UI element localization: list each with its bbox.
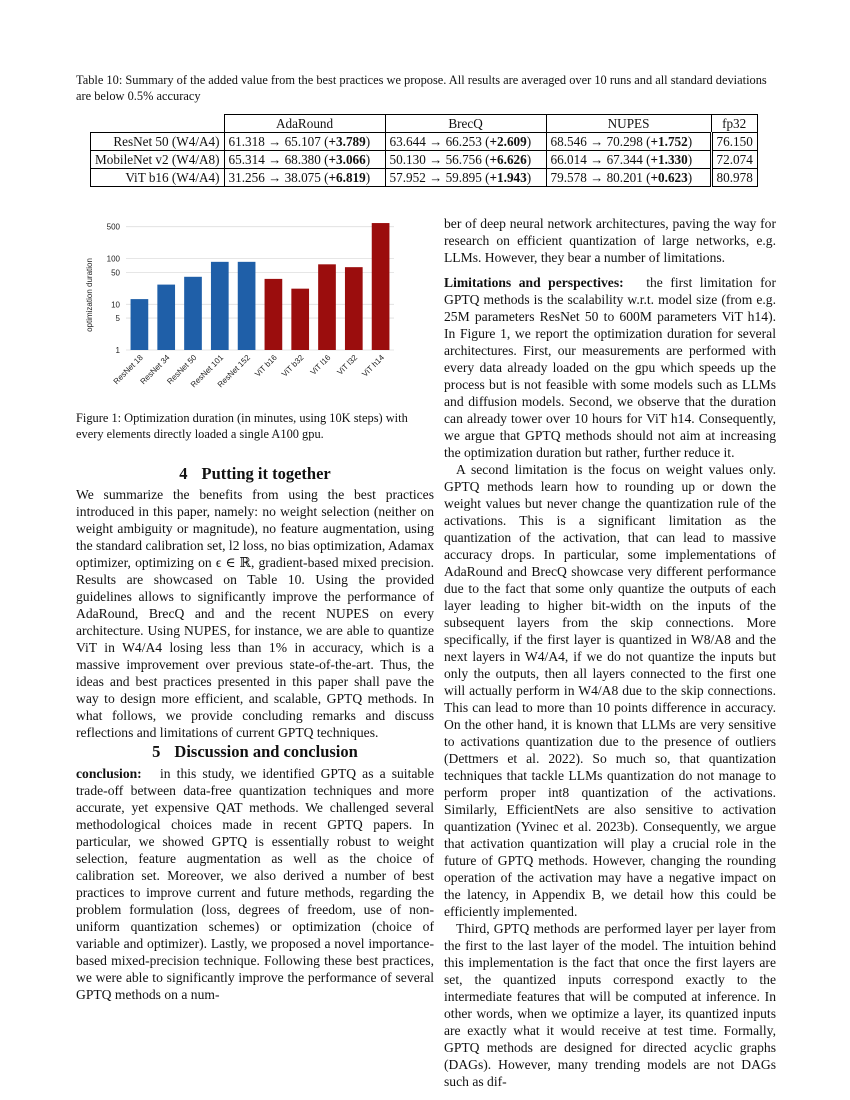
x-tick-label: ResNet 18 (111, 353, 145, 387)
header-nupes: NUPES (546, 115, 711, 133)
table-row (91, 169, 758, 187)
table-cell: 79.578 → 80.201 (+0.623) (546, 169, 711, 187)
table-cell: 66.014 → 67.344 (+1.330) (546, 151, 711, 169)
row-model: ResNet 50 (W4/A4) (91, 133, 225, 151)
x-tick-label: ResNet 152 (215, 353, 253, 390)
figure-caption: Figure 1: Optimization duration (in minutes, using 10K steps) with every elements directly loaded a single A100 gpu. (76, 411, 408, 441)
section-title: Discussion and conclusion (174, 742, 358, 761)
fp32-cell: 72.074 (711, 151, 757, 169)
bar (291, 289, 309, 350)
bar (318, 264, 336, 350)
table-cell: 61.318 → 65.107 (+3.789) (224, 133, 385, 151)
table-cell: 63.644 → 66.253 (+2.609) (385, 133, 546, 151)
table-header-row (91, 115, 758, 133)
optimization-duration-chart (76, 215, 436, 400)
table-cell: 50.130 → 56.756 (+6.626) (385, 151, 546, 169)
y-tick-label: 1 (115, 346, 120, 355)
bar (265, 279, 283, 350)
header-fp32: fp32 (711, 115, 757, 133)
y-tick-label: 5 (115, 314, 120, 324)
table-cell: 65.314 → 68.380 (+3.066) (224, 151, 385, 169)
x-tick-label: ResNet 101 (188, 353, 226, 390)
y-tick-label: 10 (111, 300, 120, 310)
x-tick-label: ViT l16 (308, 353, 333, 377)
header-brecq: BrecQ (385, 115, 546, 133)
header-adaround: AdaRound (224, 115, 385, 133)
section-title: Putting it together (201, 464, 331, 483)
paragraph: Third, GPTQ methods are performed layer per layer from the first to the last layer of the model. The intuition behind this implementation is the fact that once the first layers are set, the quantized inputs correspond exactly to the intermediate features that will be computed at inference. In other words, when we optimize a layer, its quantized inputs are exactly what it would receive at test time. Formally, GPTQ methods are designed for directed acyclic graphs (DAGs). However, many trending models are not DAGs such as dif- (444, 921, 776, 1089)
bar (211, 262, 229, 350)
paragraph-lead: Limitations and perspectives: (444, 275, 624, 290)
bar (131, 299, 149, 350)
x-tick-label: ViT l32 (335, 353, 360, 377)
table-cell: 31.256 → 38.075 (+6.819) (224, 169, 385, 187)
table-cell: 68.546 → 70.298 (+1.752) (546, 133, 711, 151)
section-4-body (76, 486, 434, 741)
section-number: 5 (152, 742, 161, 761)
y-axis-label: optimization duration (85, 258, 94, 332)
table-row (91, 133, 758, 151)
paragraph: conclusion: in this study, we identified GPTQ as a suitable trade-off between data-free quantization techniques and more accurate, yet expensive QAT methods. We challenged several methodological choices made in recent GPTQ papers. In particular, we showed GPTQ is essentially robust to weight selection, feature augmentation as well as the choice of calibration set. Moreover, we also derived a number of best practices to improve current and future methods, regarding the problem formulation (loss, degrees of freedom, use of non-uniform quantization schemes) or optimization (choice of variable and optimizer). Lastly, we proposed a novel importance-based mixed-precision technique. Following these best practices, we were able to significantly improve the performance of several GPTQ methods on a num- (76, 766, 434, 1002)
y-tick-label: 100 (106, 254, 120, 264)
row-model: MobileNet v2 (W4/A8) (91, 151, 225, 169)
table-corner (91, 115, 225, 133)
paragraph: ber of deep neural network architectures, paving the way for research on efficient quantization of large networks, e.g. LLMs. However, they bear a number of limitations. (444, 216, 776, 265)
table-row (91, 151, 758, 169)
paragraph-lead: conclusion: (76, 766, 142, 781)
section-number: 4 (179, 464, 188, 483)
bar (157, 285, 175, 350)
row-model: ViT b16 (W4/A4) (91, 169, 225, 187)
x-tick-label: ResNet 34 (138, 353, 172, 387)
fp32-cell: 80.978 (711, 169, 757, 187)
section-5-body (76, 765, 434, 1003)
section-4-heading (76, 464, 434, 484)
fp32-cell: 76.150 (711, 133, 757, 151)
x-tick-label: ViT b16 (253, 353, 279, 379)
x-tick-label: ResNet 50 (165, 353, 199, 387)
bar (184, 277, 202, 350)
results-table (90, 114, 758, 187)
section-5-heading (76, 742, 434, 762)
paragraph: We summarize the benefits from using the best practices introduced in this paper, namely: no weight selection (neither on weight ambiguity or magnitude), no feature augmentation, using the standard calibration set, l2 loss, no bias optimization, Adamax optimizer, optimizing on ϵ ∈ ℝ, gradient-based mixed precision. Results are showcased on Table 10. Using the provided guidelines allows to significantly improve the performance of AdaRound, BrecQ and and the recent NUPES on every architecture. Using NUPES, for instance, we are able to quantize ViT in W4/A4 losing less than 1% in accuracy, which is a massive improvement over previous state-of-the-art. Thus, the ideas and best practices presented in this paper shall pave the way to design more efficient, and scalable, GPTQ methods. In what follows, we provide concluding remarks and discuss reflections and limitations of current GPTQ techniques. (76, 487, 434, 740)
paragraph: A second limitation is the focus on weight values only. GPTQ methods learn how to rounding up or down the weight values but never change the quantization rule of the activations. This is a significant limitation as the quantization of the activation, that can lead to massive accuracy drops. In particular, some implementations of AdaRound and BrecQ showcase very different performance due to the fact that some only quantize the outputs of each layer leading to higher bit-width on the inputs of the subsequent layers from the skip connections. More specifically, if the first layer is quantized in W8/A8 and the next layers in W4/A4, if we do not quantize the inputs but only the outputs, then all layers connected to the first one will actually perform in W4/A8 due to the skip connections. This can lead to more than 10 points difference in accuracy. On the other hand, it is known that LLMs are very sensitive to activations quantization due to the presence of outliers (Dettmers et al. 2022). So much so, that quantization techniques that tackle LLMs quantization do not manage to perform proper int8 quantization of the activations. Similarly, EfficientNets are also sensitive to activation quantization (Yvinec et al. 2023b). Consequently, we argue that activation quantization will play a crucial role in the future of GPTQ methods. However, changing the rounding operation of the activation may have a negative impact on the latency, in Appendix B, we detail how this could be efficiently implemented. (444, 462, 776, 919)
y-tick-label: 500 (106, 222, 120, 232)
right-column (444, 215, 776, 1090)
table-caption: Table 10: Summary of the added value from the best practices we propose. All results are averaged over 10 runs and all standard deviations are below 0.5% accuracy (76, 73, 767, 103)
bar (345, 267, 363, 350)
bar (238, 262, 256, 350)
bar (372, 223, 390, 350)
paragraph: Limitations and perspectives: the first limitation for GPTQ methods is the scalability w.r.t. model size (from e.g. 25M parameters ResNet 50 to 600M parameters ViT h14). In Figure 1, we report the optimization duration for several architectures. First, our measurements are performed with every data already loaded on the gpu which speeds up the process but is not feasible with some models such as LLMs and diffusion models. Second, we observe that the duration can already tower over 10 hours for ViT h14. Consequently, we argue that GPTQ methods should not aim at increasing the optimization duration but rather, further reduce it. (444, 275, 776, 460)
y-tick-label: 50 (111, 268, 120, 278)
x-tick-label: ViT h14 (360, 353, 387, 379)
table-cell: 57.952 → 59.895 (+1.943) (385, 169, 546, 187)
x-tick-label: ViT b32 (279, 353, 306, 379)
